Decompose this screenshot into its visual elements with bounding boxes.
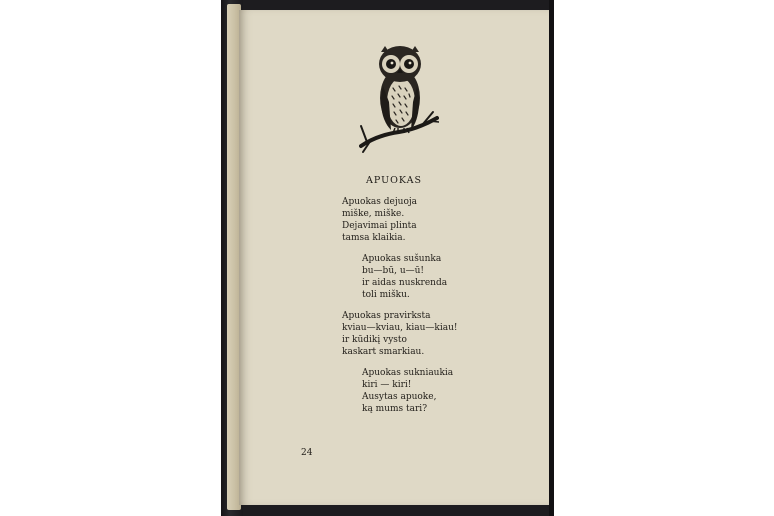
poem-line: Apuokas pravirksta [342, 311, 431, 321]
poem-line: ir kūdikį vysto [342, 335, 407, 345]
poem-title: APUOKAS [366, 175, 422, 186]
poem-stanza-4 [362, 367, 453, 415]
poem-stanza-1 [342, 196, 417, 244]
poem-line: kaskart smarkiau. [342, 347, 425, 357]
poem-line: ką mums tari? [362, 404, 428, 414]
poem-line: bu—bū, u—ū! [362, 266, 425, 276]
owl-on-branch-illustration [359, 42, 439, 154]
poem-line: kiri — kiri! [362, 380, 412, 390]
poem-line: Apuokas sušunka [362, 254, 442, 264]
book-scan [221, 0, 554, 516]
poem-line: kviau—kviau, kiau—kiau! [342, 323, 458, 333]
poem-stanza-2 [362, 253, 447, 301]
poem-line: miške, miške. [342, 209, 405, 219]
poem-line: ir aidas nuskrenda [362, 278, 448, 288]
poem-stanza-3 [342, 310, 457, 358]
book-cover-edge-right [549, 0, 554, 516]
poem-line: Dejavimai plinta [342, 221, 417, 231]
book-page [239, 10, 549, 505]
poem-line: Apuokas dejuoja [342, 197, 418, 207]
poem-line: Apuokas sukniaukia [362, 368, 454, 378]
poem-line: Ausytas apuoke, [362, 392, 437, 402]
poem-line: toli mišku. [362, 290, 410, 300]
page-number: 24 [301, 448, 313, 458]
poem-line: tamsa klaikia. [342, 233, 406, 243]
